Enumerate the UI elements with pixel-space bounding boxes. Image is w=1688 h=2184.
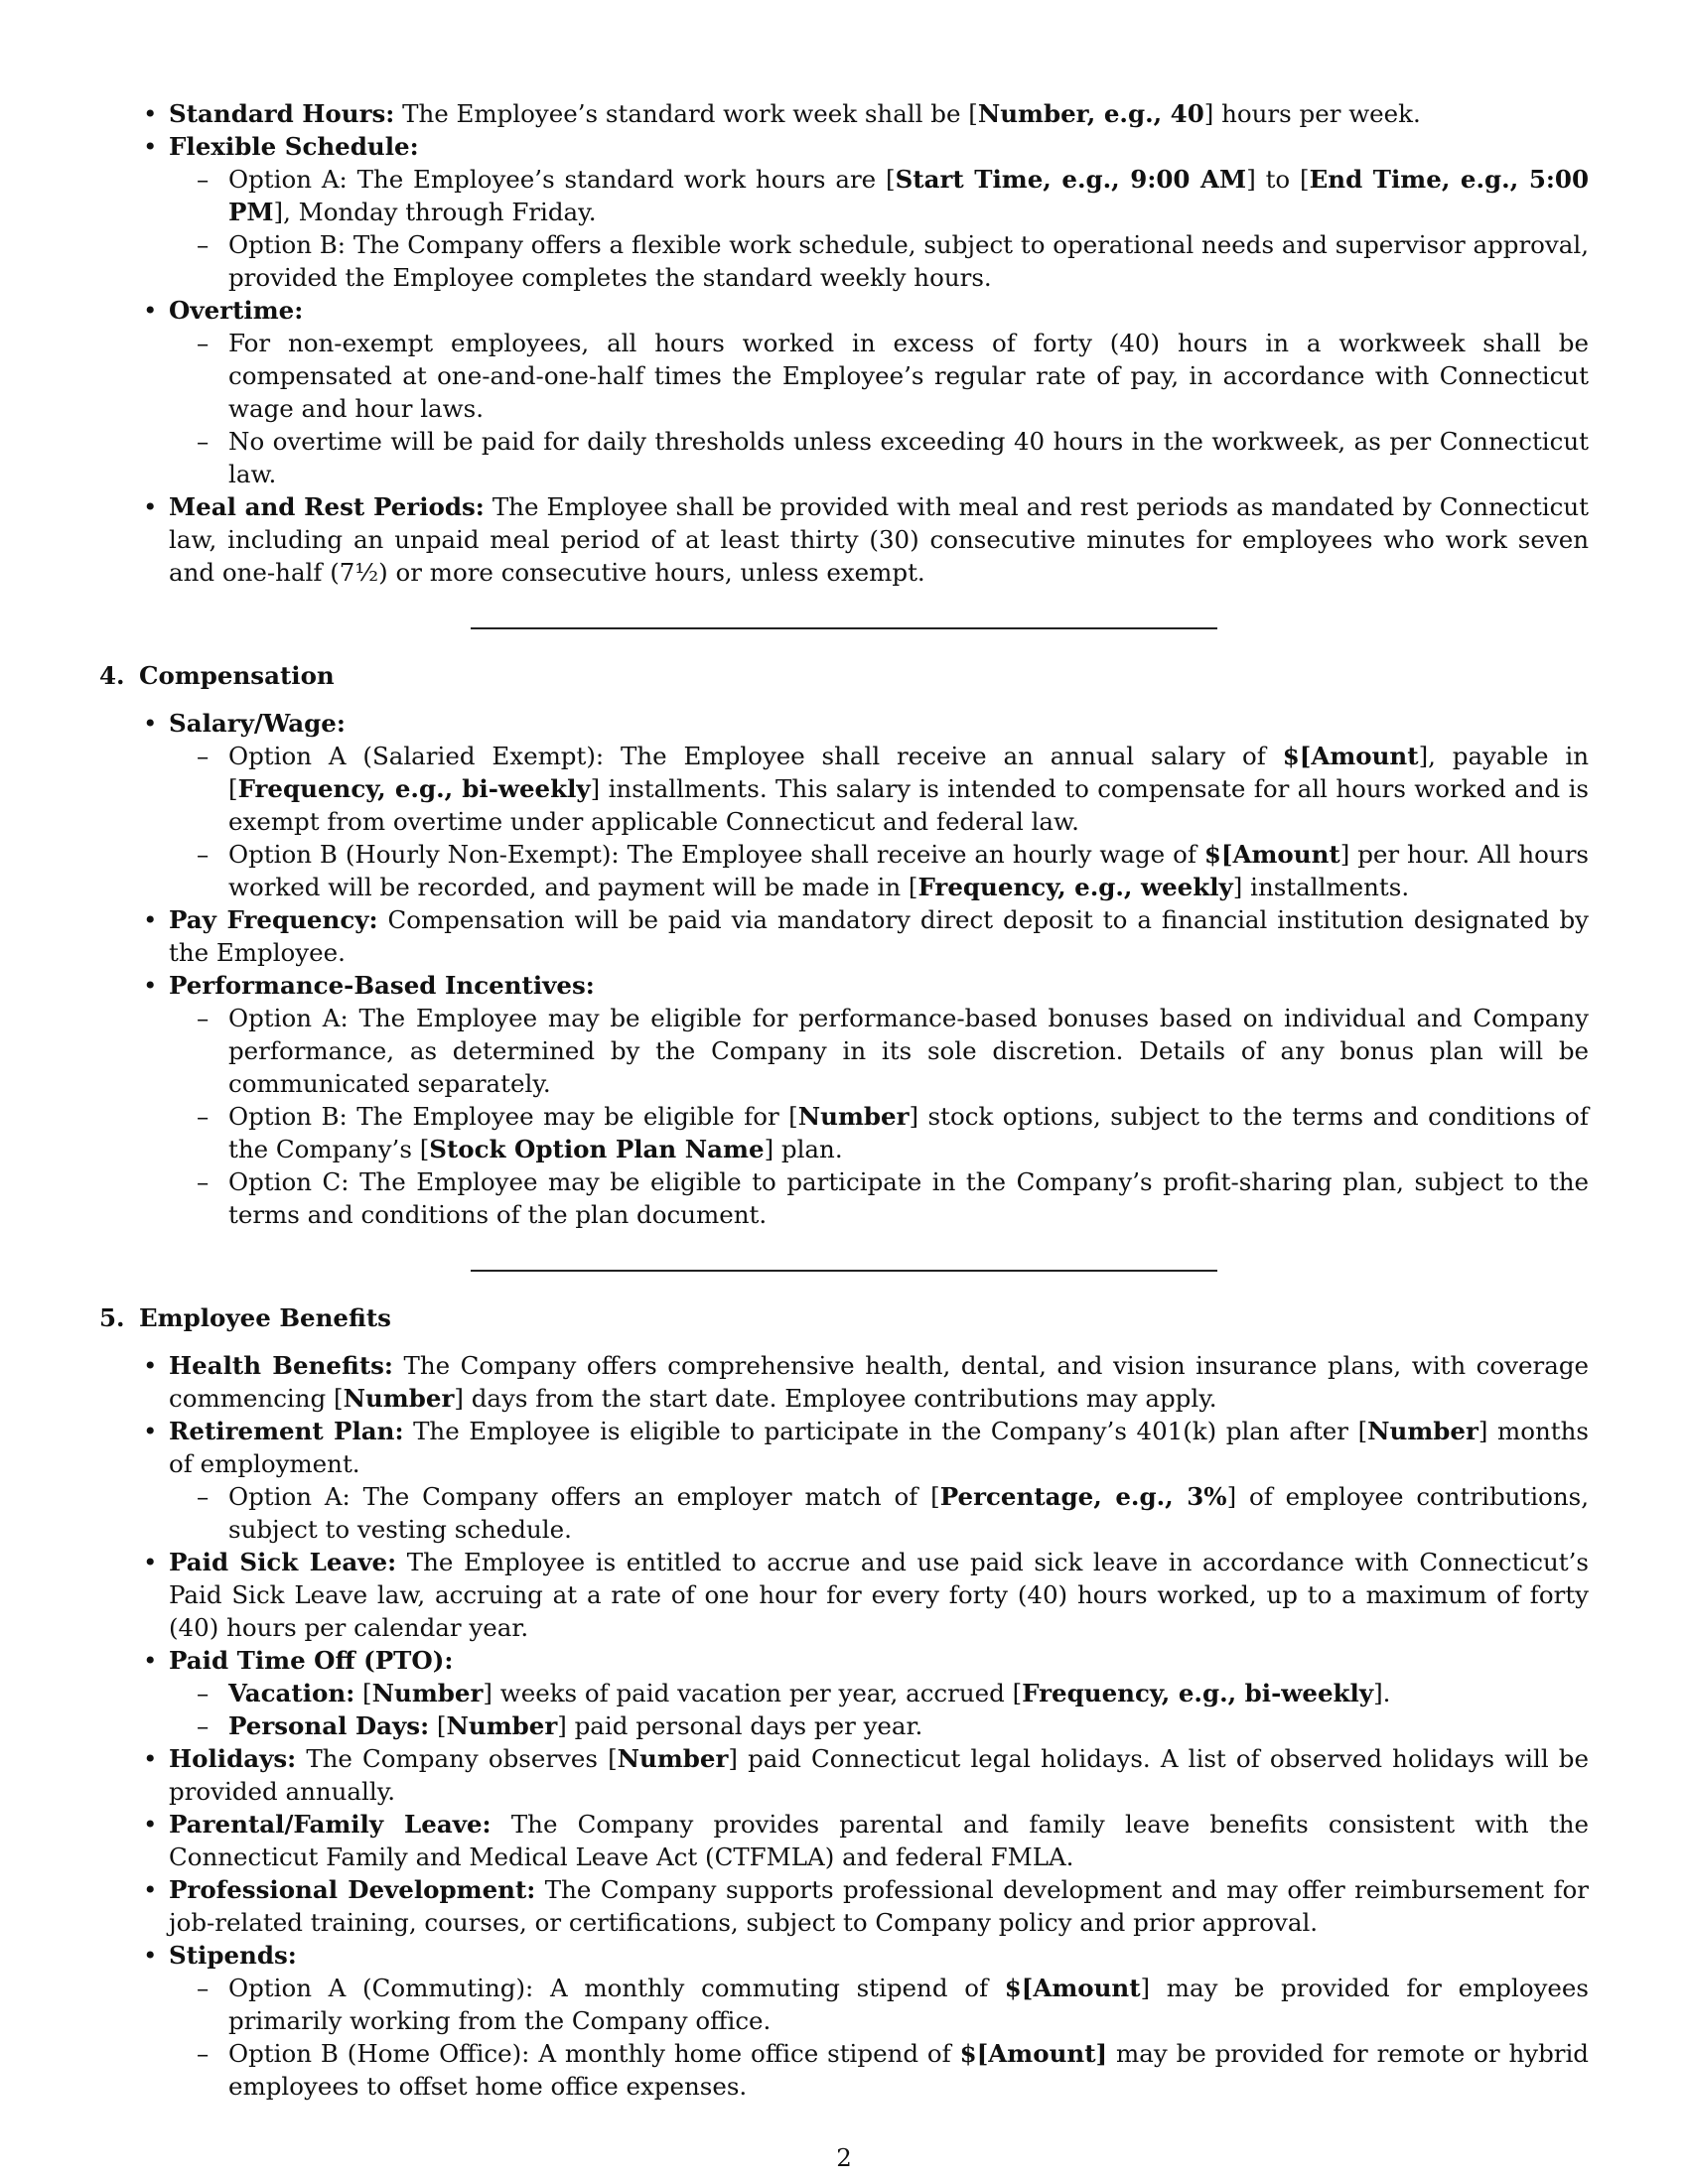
placeholder: Number	[343, 1384, 455, 1413]
placeholder: End Time, e.g., 5:00 PM	[228, 165, 1589, 226]
benefits-list	[99, 1349, 1589, 2103]
sub-item-incentive-option-c: – Option C: The Employee may be eligible to participate in the Company’s profit-sharing plan, subject to the terms and conditions of the plan document.	[197, 1167, 1589, 1229]
bullet: •	[143, 709, 158, 738]
dash: –	[197, 1004, 210, 1032]
item-label: Flexible Schedule:	[169, 132, 419, 161]
sub-item-incentive-option-a: – Option A: The Employee may be eligible for performance-based bonuses based on individual and Company performance, as determined by the Company in its sole discretion. Details of any bonus plan will be communicated separately.	[197, 1004, 1589, 1098]
item-label: Vacation:	[228, 1679, 355, 1707]
placeholder: Frequency, e.g., bi-weekly	[1022, 1679, 1374, 1707]
item-label: Overtime:	[169, 296, 304, 325]
item-label: Holidays:	[169, 1744, 297, 1773]
list-item-health-benefits: • Health Benefits: The Company offers comprehensive health, dental, and vision insurance plans, with coverage commencing [Number] days from the start date. Employee contributions may apply.	[143, 1351, 1589, 1413]
section-number: 4.	[99, 661, 125, 690]
placeholder: $[Amount	[1004, 1974, 1141, 2002]
placeholder: Number	[1367, 1417, 1478, 1445]
item-label: Retirement Plan:	[169, 1417, 404, 1445]
bullet: •	[143, 1351, 158, 1380]
bullet: •	[143, 1744, 158, 1773]
item-label: Health Benefits:	[169, 1351, 393, 1380]
placeholder: Number	[446, 1711, 558, 1740]
dash: –	[197, 1102, 210, 1131]
list-item-parental-leave: • Parental/Family Leave: The Company provides parental and family leave benefits consistent with the Connecticut Family and Medical Leave Act (CTFMLA) and federal FMLA.	[143, 1810, 1590, 1871]
sub-item-overtime-1: – For non-exempt employees, all hours worked in excess of forty (40) hours in a workweek shall be compensated at one-and-one-half times the Employee’s regular rate of pay, in accordance with Connecticut wage and hour laws.	[197, 329, 1589, 423]
item-label: Stipends:	[169, 1941, 297, 1970]
dash: –	[197, 1679, 210, 1707]
list-item-meal-rest: • Meal and Rest Periods: The Employee shall be provided with meal and rest periods as mandated by Connecticut law, including an unpaid meal period of at least thirty (30) consecutive minutes for employees who work seven and one-half (7½) or more consecutive hours, unless exempt.	[143, 492, 1590, 587]
list-item-professional-development: • Professional Development: The Company supports professional development and may offer reimbursement for job-related training, courses, or certifications, subject to Company policy and prior approval.	[143, 1875, 1589, 1937]
sub-item-stipend-option-b: – Option B (Home Office): A monthly home office stipend of $[Amount] may be provided for remote or hybrid employees to offset home office expenses.	[197, 2039, 1589, 2101]
document-body	[99, 97, 1589, 2103]
dash: –	[197, 742, 210, 770]
placeholder: Frequency, e.g., weekly	[917, 873, 1233, 901]
sub-item-retirement-option-a: – Option A: The Company offers an employer match of [Percentage, e.g., 3%] of employee contributions, subject to vesting schedule.	[197, 1482, 1589, 1544]
bullet: •	[143, 1810, 158, 1839]
list-item-salary-wage	[99, 707, 1589, 740]
bullet: •	[143, 492, 158, 521]
sub-item-vacation: – Vacation: [Number] weeks of paid vacation per year, accrued [Frequency, e.g., bi-weekly].	[197, 1679, 1391, 1707]
page-number: 2	[836, 2143, 852, 2172]
placeholder: Stock Option Plan Name	[429, 1135, 765, 1163]
bullet: •	[143, 1646, 158, 1675]
item-label: Meal and Rest Periods:	[169, 492, 485, 521]
placeholder: Number	[371, 1679, 484, 1707]
bullet: •	[143, 1548, 158, 1576]
dash: –	[197, 1167, 210, 1196]
placeholder: $[Amount	[1282, 742, 1419, 770]
list-item-overtime	[99, 294, 1589, 327]
item-label: Parental/Family Leave:	[169, 1810, 492, 1839]
bullet: •	[143, 132, 158, 161]
section-heading-compensation	[99, 659, 1589, 692]
dash: –	[197, 1974, 210, 2002]
sub-item-overtime-2: – No overtime will be paid for daily thresholds unless exceeding 40 hours in the workweek, as per Connecticut law.	[197, 427, 1589, 488]
dash: –	[197, 840, 210, 869]
dash: –	[197, 427, 210, 456]
list-item-incentives	[99, 969, 1589, 1002]
item-label: Standard Hours:	[169, 99, 395, 128]
list-item-retirement-plan: • Retirement Plan: The Employee is eligible to participate in the Company’s 401(k) plan after [Number] months of employment.	[143, 1417, 1590, 1478]
sub-item-salary-option-a: – Option A (Salaried Exempt): The Employee shall receive an annual salary of $[Amount], payable in [Frequency, e.g., bi-weekly] installments. This salary is intended to compensate for all hours worked and is exempt from overtime under applicable Connecticut and federal law.	[197, 742, 1590, 836]
sub-item-personal-days: – Personal Days: [Number] paid personal days per year.	[197, 1711, 923, 1740]
sub-item-flex-option-a: – Option A: The Employee’s standard work hours are [Start Time, e.g., 9:00 AM] to [End Time, e.g., 5:00 PM], Monday through Friday.	[197, 165, 1589, 226]
section-divider	[471, 1270, 1217, 1272]
item-label: Salary/Wage:	[169, 709, 346, 738]
list-item-pay-frequency: • Pay Frequency: Compensation will be paid via mandatory direct deposit to a financial institution designated by the Employee.	[143, 905, 1589, 967]
bullet: •	[143, 1875, 158, 1904]
section-title: Employee Benefits	[139, 1303, 391, 1332]
section-heading-benefits	[99, 1301, 1589, 1334]
item-label: Personal Days:	[228, 1711, 430, 1740]
section-number: 5.	[99, 1303, 125, 1332]
list-item-pto	[99, 1644, 1589, 1677]
dash: –	[197, 2039, 210, 2068]
placeholder: Start Time, e.g., 9:00 AM	[895, 165, 1247, 194]
placeholder: $[Amount	[1203, 840, 1340, 869]
item-label: Paid Time Off (PTO):	[169, 1646, 454, 1675]
dash: –	[197, 329, 210, 357]
list-item-flexible-schedule	[99, 130, 1589, 163]
bullet: •	[143, 905, 158, 934]
section-divider	[471, 627, 1217, 629]
item-label: Professional Development:	[169, 1875, 536, 1904]
compensation-list	[99, 707, 1589, 1231]
placeholder: Number	[797, 1102, 910, 1131]
placeholder: Number, e.g., 40	[977, 99, 1204, 128]
placeholder: Percentage, e.g., 3%	[939, 1482, 1227, 1511]
bullet: •	[143, 971, 158, 1000]
section-title: Compensation	[139, 661, 335, 690]
list-item-holidays: • Holidays: The Company observes [Number] paid Connecticut legal holidays. A list of observed holidays will be provided annually.	[143, 1744, 1589, 1806]
dash: –	[197, 1711, 210, 1740]
placeholder: Number	[617, 1744, 729, 1773]
bullet: •	[143, 99, 158, 128]
sub-item-stipend-option-a: – Option A (Commuting): A monthly commuting stipend of $[Amount] may be provided for employees primarily working from the Company office.	[197, 1974, 1589, 2035]
working-hours-list	[99, 97, 1589, 589]
list-item-stipends	[99, 1939, 1589, 1972]
item-label: Performance-Based Incentives:	[169, 971, 595, 1000]
bullet: •	[143, 1417, 158, 1445]
sub-item-salary-option-b: – Option B (Hourly Non-Exempt): The Employee shall receive an hourly wage of $[Amount] per hour. All hours worked will be recorded, and payment will be made in [Frequency, e.g., weekly] installments.	[197, 840, 1589, 901]
sub-item-incentive-option-b: – Option B: The Employee may be eligible for [Number] stock options, subject to the terms and conditions of the Company’s [Stock Option Plan Name] plan.	[197, 1102, 1590, 1163]
list-item-standard-hours: • Standard Hours: The Employee’s standard work week shall be [Number, e.g., 40] hours per week.	[143, 99, 1421, 128]
placeholder: Frequency, e.g., bi-weekly	[237, 774, 591, 803]
bullet: •	[143, 296, 158, 325]
sub-item-flex-option-b: – Option B: The Company offers a flexible work schedule, subject to operational needs and supervisor approval, provided the Employee completes the standard weekly hours.	[197, 230, 1589, 292]
dash: –	[197, 165, 210, 194]
placeholder: $[Amount]	[959, 2039, 1108, 2068]
list-item-paid-sick-leave: • Paid Sick Leave: The Employee is entitled to accrue and use paid sick leave in accordance with Connecticut’s Paid Sick Leave law, accruing at a rate of one hour for every forty (40) hours worked, up to a maximum of forty (40) hours per calendar year.	[143, 1548, 1589, 1642]
dash: –	[197, 230, 210, 259]
bullet: •	[143, 1941, 158, 1970]
dash: –	[197, 1482, 210, 1511]
item-label: Pay Frequency:	[169, 905, 378, 934]
item-label: Paid Sick Leave:	[169, 1548, 397, 1576]
